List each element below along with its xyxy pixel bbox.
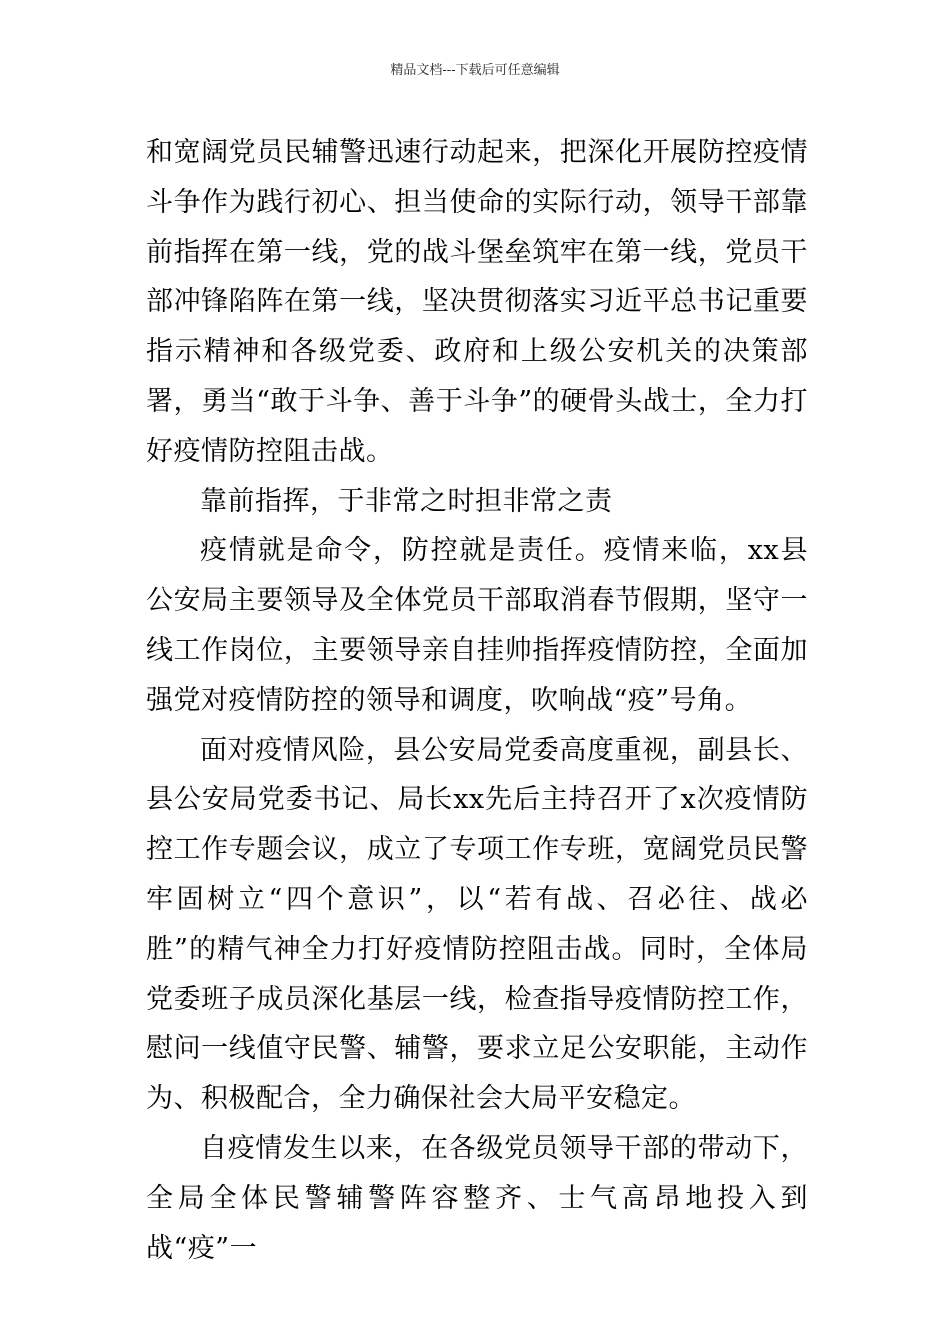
paragraph: 面对疫情风险，县公安局党委高度重视，副县长、县公安局党委书记、局长xx先后主持召开了x次疫情防控工作专题会议，成立了专项工作专班，宽阔党员民警牢固树立“四个意识”，以“若有战、召必往、战必胜”的精气神全力打好疫情防控阻击战。同时，全体局党委班子成员深化基层一线，检查指导疫情防控工作，慰问一线值守民警、辅警，要求立足公安职能，主动作为、积极配合，全力确保社会大局平安稳定。 — [146, 734, 808, 1115]
page-header: 精品文档---下载后可任意编辑 — [390, 63, 560, 78]
paragraph-continued: 和宽阔党员民辅警迅速行动起来，把深化开展防控疫情斗争作为践行初心、担当使命的实际行动，领导干部靠前指挥在第一线，党的战斗堡垒筑牢在第一线，党员干部冲锋陷阵在第一线，坚决贯彻落实习近平总书记重要指示精神和各级党委、政府和上级公安机关的决策部署，勇当“敢于斗争、善于斗争”的硬骨头战士，全力打好疫情防控阻击战。 — [146, 137, 808, 467]
document-body — [146, 128, 808, 1273]
paragraph: 自疫情发生以来，在各级党员领导干部的带动下，全局全体民警辅警阵容整齐、士气高昂地投入到战“疫”一 — [146, 1132, 808, 1264]
paragraph: 疫情就是命令，防控就是责任。疫情来临，xx县公安局主要领导及全体党员干部取消春节假期，坚守一线工作岗位，主要领导亲自挂帅指挥疫情防控，全面加强党对疫情防控的领导和调度，吹响战“疫”号角。 — [146, 535, 808, 716]
section-heading: 靠前指挥，于非常之时担非常之责 — [200, 485, 613, 517]
